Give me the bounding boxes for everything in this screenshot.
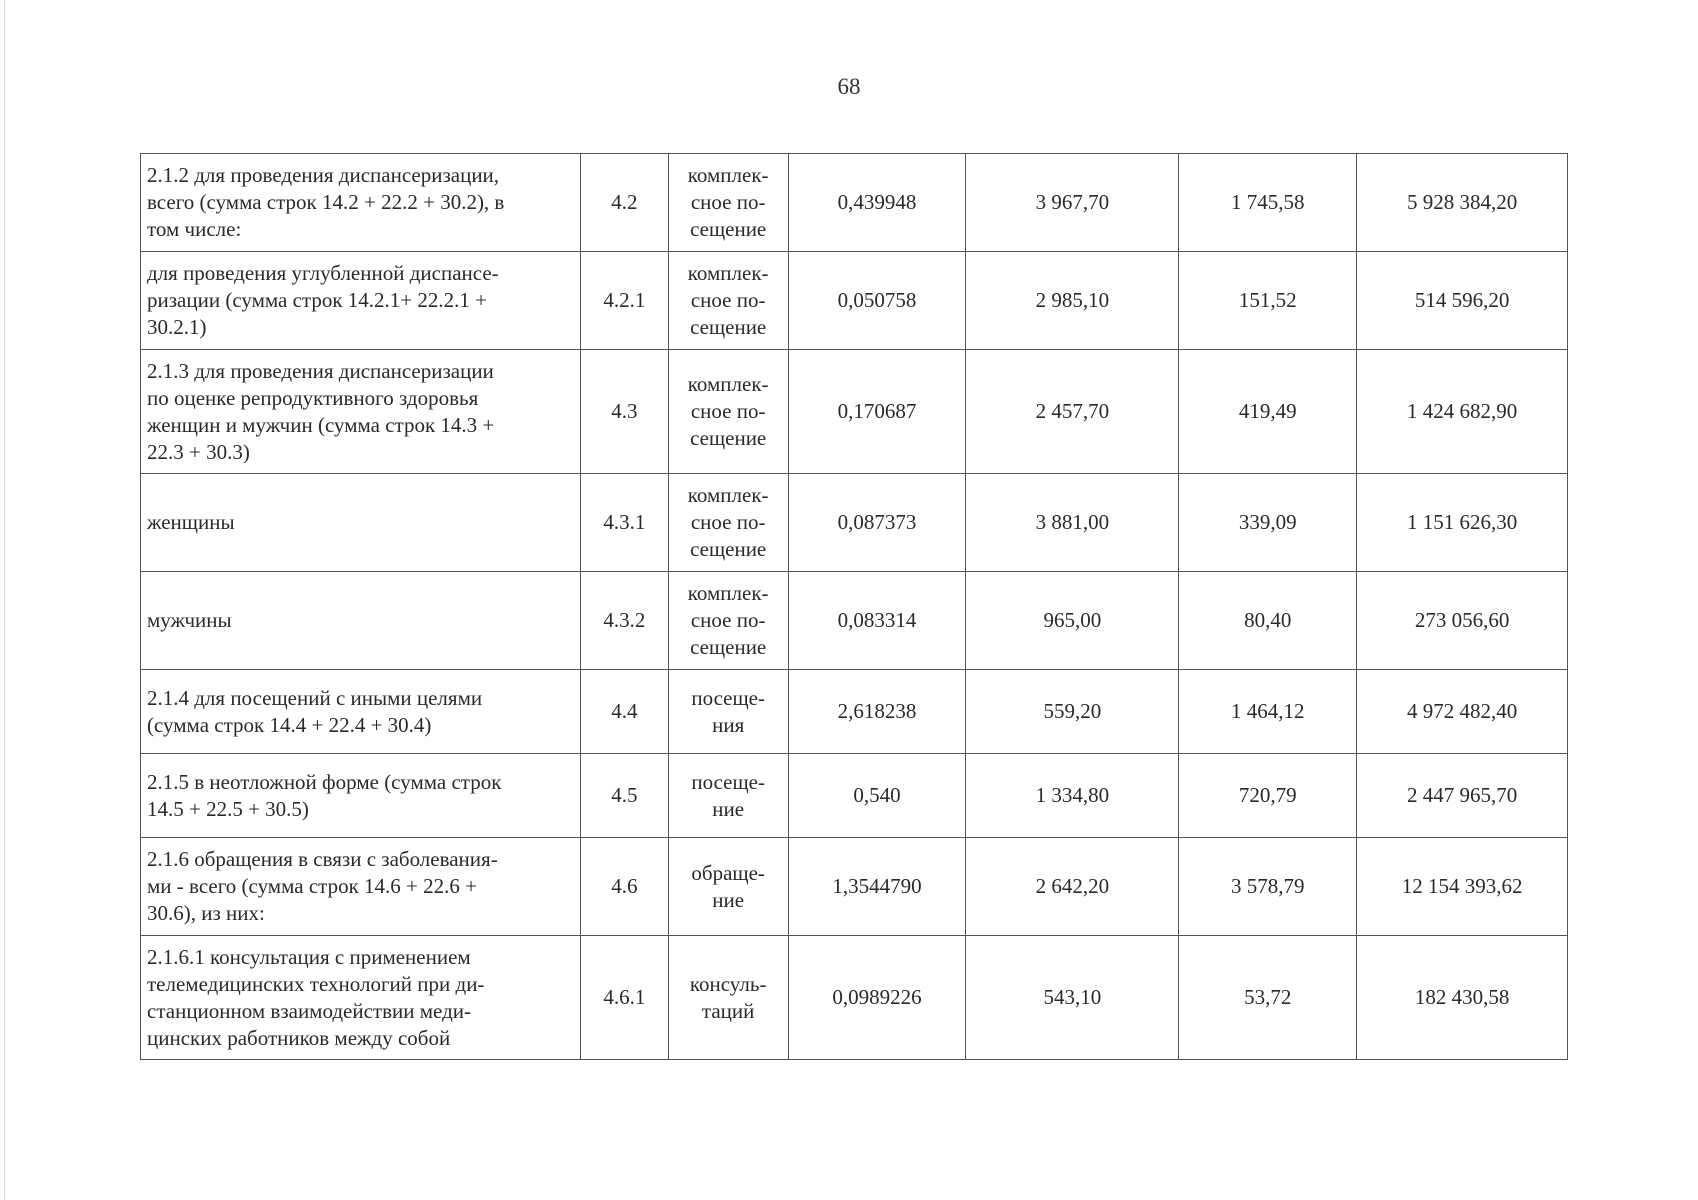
cell-unit-line: посеще- <box>691 685 765 710</box>
cell-name-line: по оценке репродуктивного здоровья <box>147 385 479 410</box>
cell-row-code: 4.6.1 <box>580 936 668 1060</box>
cell-row-code: 4.3.1 <box>580 474 668 572</box>
cell-norm: 0,439948 <box>788 154 966 252</box>
cell-cost: 543,10 <box>966 936 1179 1060</box>
cell-name-line: (сумма строк 14.4 + 22.4 + 30.4) <box>147 712 432 737</box>
table-row <box>141 572 1568 670</box>
cell-norm: 1,3544790 <box>788 838 966 936</box>
cell-name-line: женщины <box>147 510 235 534</box>
cell-row-code: 4.2 <box>580 154 668 252</box>
cell-per-capita: 80,40 <box>1179 572 1357 670</box>
cell-unit <box>668 350 788 474</box>
cell-per-capita: 53,72 <box>1179 936 1357 1060</box>
cell-unit-line: сное по- <box>690 399 766 423</box>
cell-name <box>141 572 581 670</box>
cell-row-code: 4.3.2 <box>580 572 668 670</box>
cell-unit-line: сное по- <box>690 510 766 534</box>
cell-total: 4 972 482,40 <box>1357 670 1568 754</box>
cell-unit <box>668 936 788 1060</box>
cell-unit-line: сное по- <box>690 190 766 214</box>
cell-total: 5 928 384,20 <box>1357 154 1568 252</box>
cell-unit-line: таций <box>701 998 755 1023</box>
cell-name <box>141 670 581 754</box>
cell-unit <box>668 474 788 572</box>
cell-unit-line: обраще- <box>691 860 765 885</box>
page-number: 68 <box>837 74 861 99</box>
cell-name-line: ризации (сумма строк 14.2.1+ 22.2.1 + <box>147 288 487 312</box>
cell-norm: 0,083314 <box>788 572 966 670</box>
cell-unit <box>668 754 788 838</box>
cell-unit-line: комплек- <box>687 163 769 187</box>
cell-unit <box>668 252 788 350</box>
cell-unit-line: сное по- <box>690 608 766 632</box>
cell-unit <box>668 670 788 754</box>
cell-norm: 0,0989226 <box>788 936 966 1060</box>
cell-name <box>141 154 581 252</box>
table-row <box>141 838 1568 936</box>
cell-unit-line: сное по- <box>690 288 766 312</box>
cell-per-capita: 1 464,12 <box>1179 670 1357 754</box>
cell-unit-line: консуль- <box>689 971 767 996</box>
cell-unit-line: сещение <box>690 217 767 241</box>
cell-norm: 0,170687 <box>788 350 966 474</box>
cell-cost: 3 881,00 <box>966 474 1179 572</box>
cell-name-line: для проведения углубленной диспансе- <box>147 261 499 285</box>
table-row <box>141 754 1568 838</box>
cell-cost: 965,00 <box>966 572 1179 670</box>
cell-row-code: 4.3 <box>580 350 668 474</box>
cell-name-line: том числе: <box>147 217 242 241</box>
cell-name-line: 2.1.5 в неотложной форме (сумма строк <box>147 769 502 794</box>
cell-total: 2 447 965,70 <box>1357 754 1568 838</box>
cell-name-line: 2.1.6 обращения в связи с заболевания- <box>147 847 498 871</box>
cell-cost: 2 642,20 <box>966 838 1179 936</box>
cell-name <box>141 252 581 350</box>
cell-name-line: женщин и мужчин (сумма строк 14.3 + <box>147 412 495 437</box>
cell-name-line: телемедицинских технологий при ди- <box>147 971 485 996</box>
cell-row-code: 4.5 <box>580 754 668 838</box>
cell-name-line: 2.1.4 для посещений с иными целями <box>147 685 483 710</box>
cell-norm: 0,050758 <box>788 252 966 350</box>
cell-row-code: 4.4 <box>580 670 668 754</box>
cell-name-line: 14.5 + 22.5 + 30.5) <box>147 796 309 821</box>
cell-name-line: 2.1.6.1 консультация с применением <box>147 944 471 969</box>
cell-name-line: всего (сумма строк 14.2 + 22.2 + 30.2), в <box>147 190 505 214</box>
cell-per-capita: 419,49 <box>1179 350 1357 474</box>
cell-unit-line: ния <box>712 712 745 737</box>
cell-unit-line: комплек- <box>687 261 769 285</box>
cell-unit-line: сещение <box>690 635 767 659</box>
cell-cost: 2 457,70 <box>966 350 1179 474</box>
cell-total: 514 596,20 <box>1357 252 1568 350</box>
scan-edge-line <box>4 0 5 1200</box>
cell-unit-line: ние <box>712 887 745 912</box>
cell-unit <box>668 838 788 936</box>
cell-per-capita: 151,52 <box>1179 252 1357 350</box>
cell-name-line: 30.6), из них: <box>147 901 265 925</box>
cell-norm: 0,540 <box>788 754 966 838</box>
cell-per-capita: 339,09 <box>1179 474 1357 572</box>
data-table <box>140 153 1568 1060</box>
cell-name-line: станционном взаимодействии меди- <box>147 998 471 1023</box>
cell-name <box>141 754 581 838</box>
cell-cost: 1 334,80 <box>966 754 1179 838</box>
cell-total: 273 056,60 <box>1357 572 1568 670</box>
cell-name <box>141 350 581 474</box>
cell-total: 12 154 393,62 <box>1357 838 1568 936</box>
cell-total: 182 430,58 <box>1357 936 1568 1060</box>
table-body <box>141 154 1568 1060</box>
cell-per-capita: 3 578,79 <box>1179 838 1357 936</box>
cell-row-code: 4.2.1 <box>580 252 668 350</box>
cell-name-line: 2.1.3 для проведения диспансеризации <box>147 358 494 383</box>
cell-name-line: 2.1.2 для проведения диспансеризации, <box>147 163 500 187</box>
cell-unit <box>668 154 788 252</box>
cell-norm: 0,087373 <box>788 474 966 572</box>
cell-unit-line: сещение <box>690 537 767 561</box>
table-row <box>141 350 1568 474</box>
cell-name <box>141 838 581 936</box>
cell-unit <box>668 572 788 670</box>
table-row <box>141 154 1568 252</box>
cell-unit-line: ние <box>712 796 745 821</box>
cell-name-line: 22.3 + 30.3) <box>147 439 250 464</box>
cell-unit-line: комплек- <box>687 581 769 605</box>
cell-per-capita: 720,79 <box>1179 754 1357 838</box>
cell-name-line: мужчины <box>147 608 232 632</box>
cell-total: 1 151 626,30 <box>1357 474 1568 572</box>
cell-name-line: 30.2.1) <box>147 315 207 339</box>
cell-total: 1 424 682,90 <box>1357 350 1568 474</box>
table-row <box>141 936 1568 1060</box>
table-row <box>141 670 1568 754</box>
cell-name <box>141 936 581 1060</box>
cell-norm: 2,618238 <box>788 670 966 754</box>
cell-name-line: ми - всего (сумма строк 14.6 + 22.6 + <box>147 874 477 898</box>
table-row <box>141 252 1568 350</box>
cell-unit-line: сещение <box>690 315 767 339</box>
cell-unit-line: комплек- <box>687 483 769 507</box>
cell-cost: 3 967,70 <box>966 154 1179 252</box>
cell-cost: 2 985,10 <box>966 252 1179 350</box>
cell-row-code: 4.6 <box>580 838 668 936</box>
cell-unit-line: сещение <box>690 426 767 450</box>
cell-name <box>141 474 581 572</box>
cell-per-capita: 1 745,58 <box>1179 154 1357 252</box>
cell-cost: 559,20 <box>966 670 1179 754</box>
cell-unit-line: комплек- <box>687 372 769 396</box>
cell-unit-line: посеще- <box>691 769 765 794</box>
table-row <box>141 474 1568 572</box>
cell-name-line: цинских работников между собой <box>147 1025 451 1050</box>
